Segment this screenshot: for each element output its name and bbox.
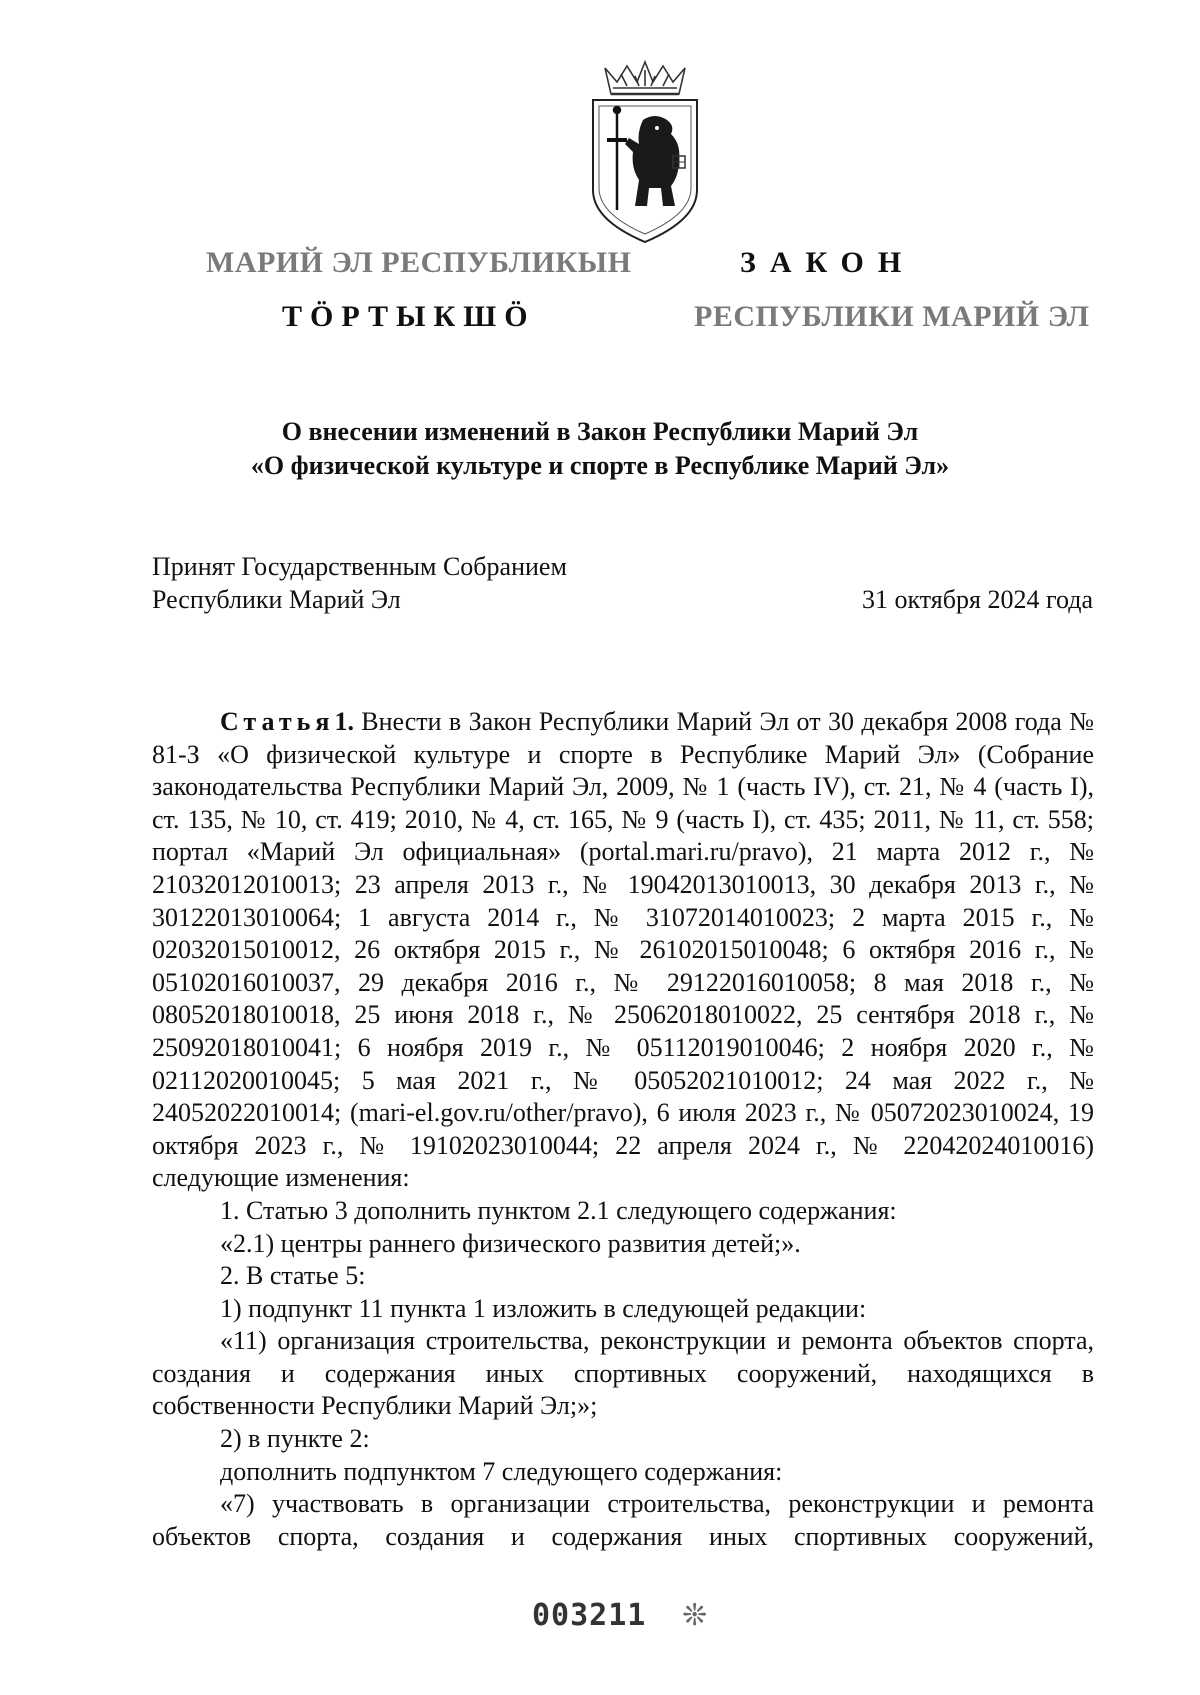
adoption-date: 31 октября 2024 года (862, 585, 1093, 614)
asterisk-mark-icon: ❊ (682, 1598, 708, 1633)
adopted-by (152, 550, 567, 616)
serial-number: 003211 (532, 1598, 647, 1633)
article-item: 2. В статье 5: (220, 1261, 366, 1291)
article-item: 2) в пункте 2: (220, 1424, 370, 1454)
law-title (0, 415, 1200, 483)
article-1-intro (152, 706, 1094, 1195)
header-left-bottom: ТӦРТЫКШӦ (282, 300, 536, 333)
article-item: «11) организация строительства, реконструкции и ремонта объектов спорта, создания и содержания иных спортивных сооружений, находящихся в собственности Республики Марий Эл;»; (152, 1326, 1094, 1421)
article-label: Статья (220, 707, 335, 736)
header-right-bottom: РЕСПУБЛИКИ МАРИЙ ЭЛ (694, 300, 1090, 333)
article-item: 1) подпункт 11 пункта 1 изложить в следующей редакции: (220, 1293, 867, 1323)
adopted-line1: Принят Государственным Собранием (152, 552, 567, 581)
coat-of-arms-icon (583, 60, 707, 250)
article-item: 1. Статью 3 дополнить пунктом 2.1 следующего содержания: (220, 1195, 897, 1225)
adopted-line2: Республики Марий Эл (152, 585, 401, 614)
law-body (152, 706, 1094, 1553)
article-1-text: Внести в Закон Республики Марий Эл от 30 декабря 2008 года № 81-З «О физической культуре и спорте в Республике Марий Эл» (Собрание законодательства Республики Марий Эл, 2009, № 1 (часть IV), ст. 21, № 4 (часть I), ст. 135, № 10, ст. 419; 2010, № 4, ст. 165, № 9 (часть I), ст. 435; 2011, № 11, ст. 558; портал «Марий Эл официальная» (portal.mari.ru/pravo), 21 марта 2012 г., № 21032012010013; 23 апреля 2013 г., № 19042013010013, 30 декабря 2013 г., № 30122013010064; 1 августа 2014 г., № 31072014010023; 2 марта 2015 г., № 02032015010012, 26 октября 2015 г., № 26102015010048; 6 октября 2016 г., № 05102016010037, 29 декабря 2016 г., № 29122016010058; 8 мая 2018 г., № 08052018010018, 25 июня 2018 г., № 25062018010022, 25 сентября 2018 г., № 25092018010041; 6 ноября 2019 г., № 05112019010046; 2 ноября 2020 г., № 02112020010045; 5 мая 2021 г., № 05052021010012; 24 мая 2022 г., № 24052022010014; (mari-el.gov.ru/other/pravo), 6 июля 2023 г., № 05072023010024, 19 октября 2023 г., № 19102023010044; 22 апреля 2024 г., № 22042024010016) следующие изменения: (152, 707, 1094, 1193)
header-right-top: ЗАКОН (740, 246, 916, 279)
article-item: дополнить подпунктом 7 следующего содержания: (220, 1456, 783, 1486)
law-title-line2: «О физической культуре и спорте в Республике Марий Эл» (250, 451, 950, 480)
article-item: «2.1) центры раннего физического развития детей;». (220, 1228, 801, 1258)
article-item: «7) участвовать в организации строительства, реконструкции и ремонта объектов спорта, создания и содержания иных спортивных сооружений, (152, 1489, 1094, 1551)
law-title-line1: О внесении изменений в Закон Республики Марий Эл (281, 417, 919, 446)
header-left-top: МАРИЙ ЭЛ РЕСПУБЛИКЫН (206, 246, 632, 279)
article-number: 1. (334, 707, 354, 736)
